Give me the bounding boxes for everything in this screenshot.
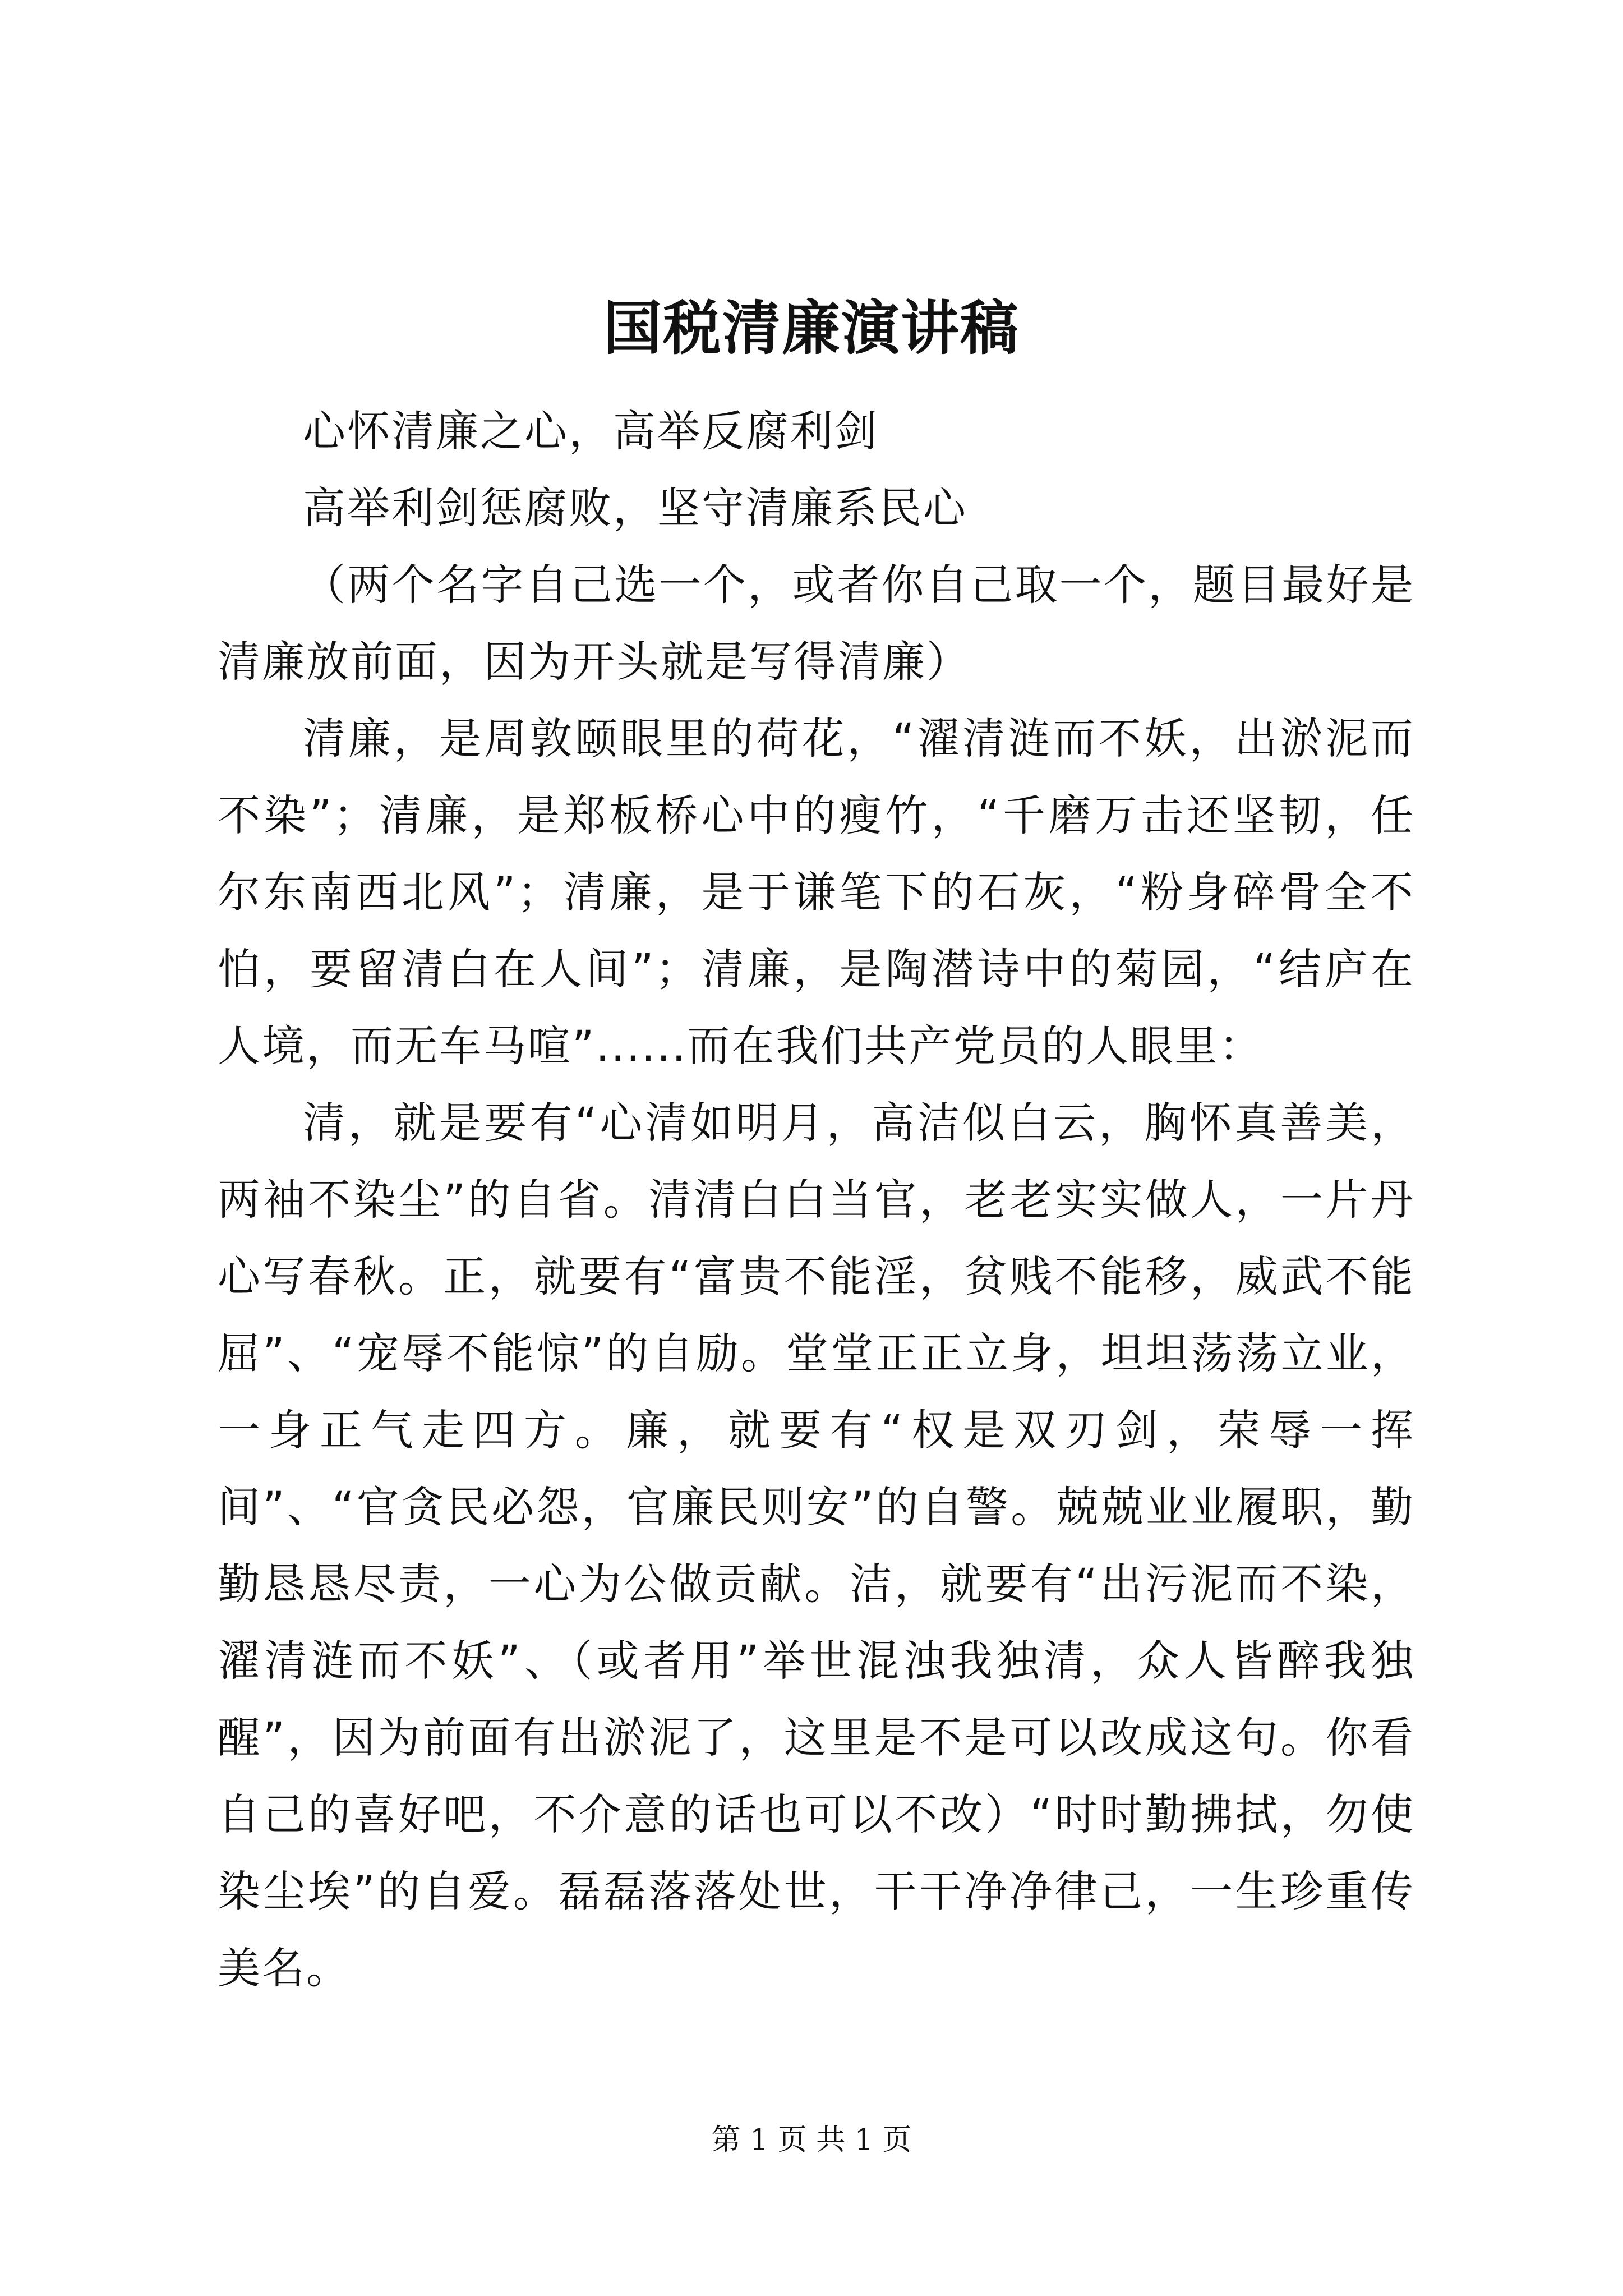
page-footer: 第 1 页 共 1 页 [711, 2123, 912, 2157]
subtitle-option-2: 高举利剑惩腐败，坚守清廉系民心 [303, 483, 967, 533]
body-paragraph-2: 清，就是要有“心清如明月，高洁似白云，胸怀真善美，两袖不染尘”的自省。清清白白当官，老老实实做人，一片丹心写春秋。正，就要有“富贵不能淫，贫贱不能移，威武不能屈”、“宠辱不能惊”的自励。堂堂正正立身，坦坦荡荡立业，一身正气走四方。廉，就要有“权是双刃剑，荣辱一挥间”、“官贪民必怨，官廉民则安”的自警。兢兢业业履职，勤勤恳恳尽责，一心为公做贡献。洁，就要有“出污泥而不染，濯清涟而不妖”、（或者用”举世混浊我独清，众人皆醉我独醒”，因为前面有出淤泥了，这里是不是可以改成这句。你看自己的喜好吧，不介意的话也可以不改）“时时勤拂拭，勿使染尘埃”的自爱。磊磊落落处世，干干净净律己，一生珍重传美名。 [218, 1098, 1415, 1993]
body-paragraph-1: 清廉，是周敦颐眼里的荷花，“濯清涟而不妖，出淤泥而不染”；清廉，是郑板桥心中的瘦竹，“千磨万击还坚韧，任尔东南西北风”；清廉，是于谦笔下的石灰，“粉身碎骨全不怕，要留清白在人间”；清廉，是陶潜诗中的菊园，“结庐在人境，而无车马喧”......而在我们共产党员的人眼里： [218, 714, 1415, 1071]
subtitle-option-1: 心怀清廉之心，高举反腐利剑 [303, 406, 879, 456]
document-title: 国税清廉演讲稿 [603, 293, 1020, 362]
document-body [218, 393, 1415, 2007]
editor-note-paragraph: （两个名字自己选一个，或者你自己取一个，题目最好是清廉放前面，因为开头就是写得清廉） [218, 560, 1415, 687]
